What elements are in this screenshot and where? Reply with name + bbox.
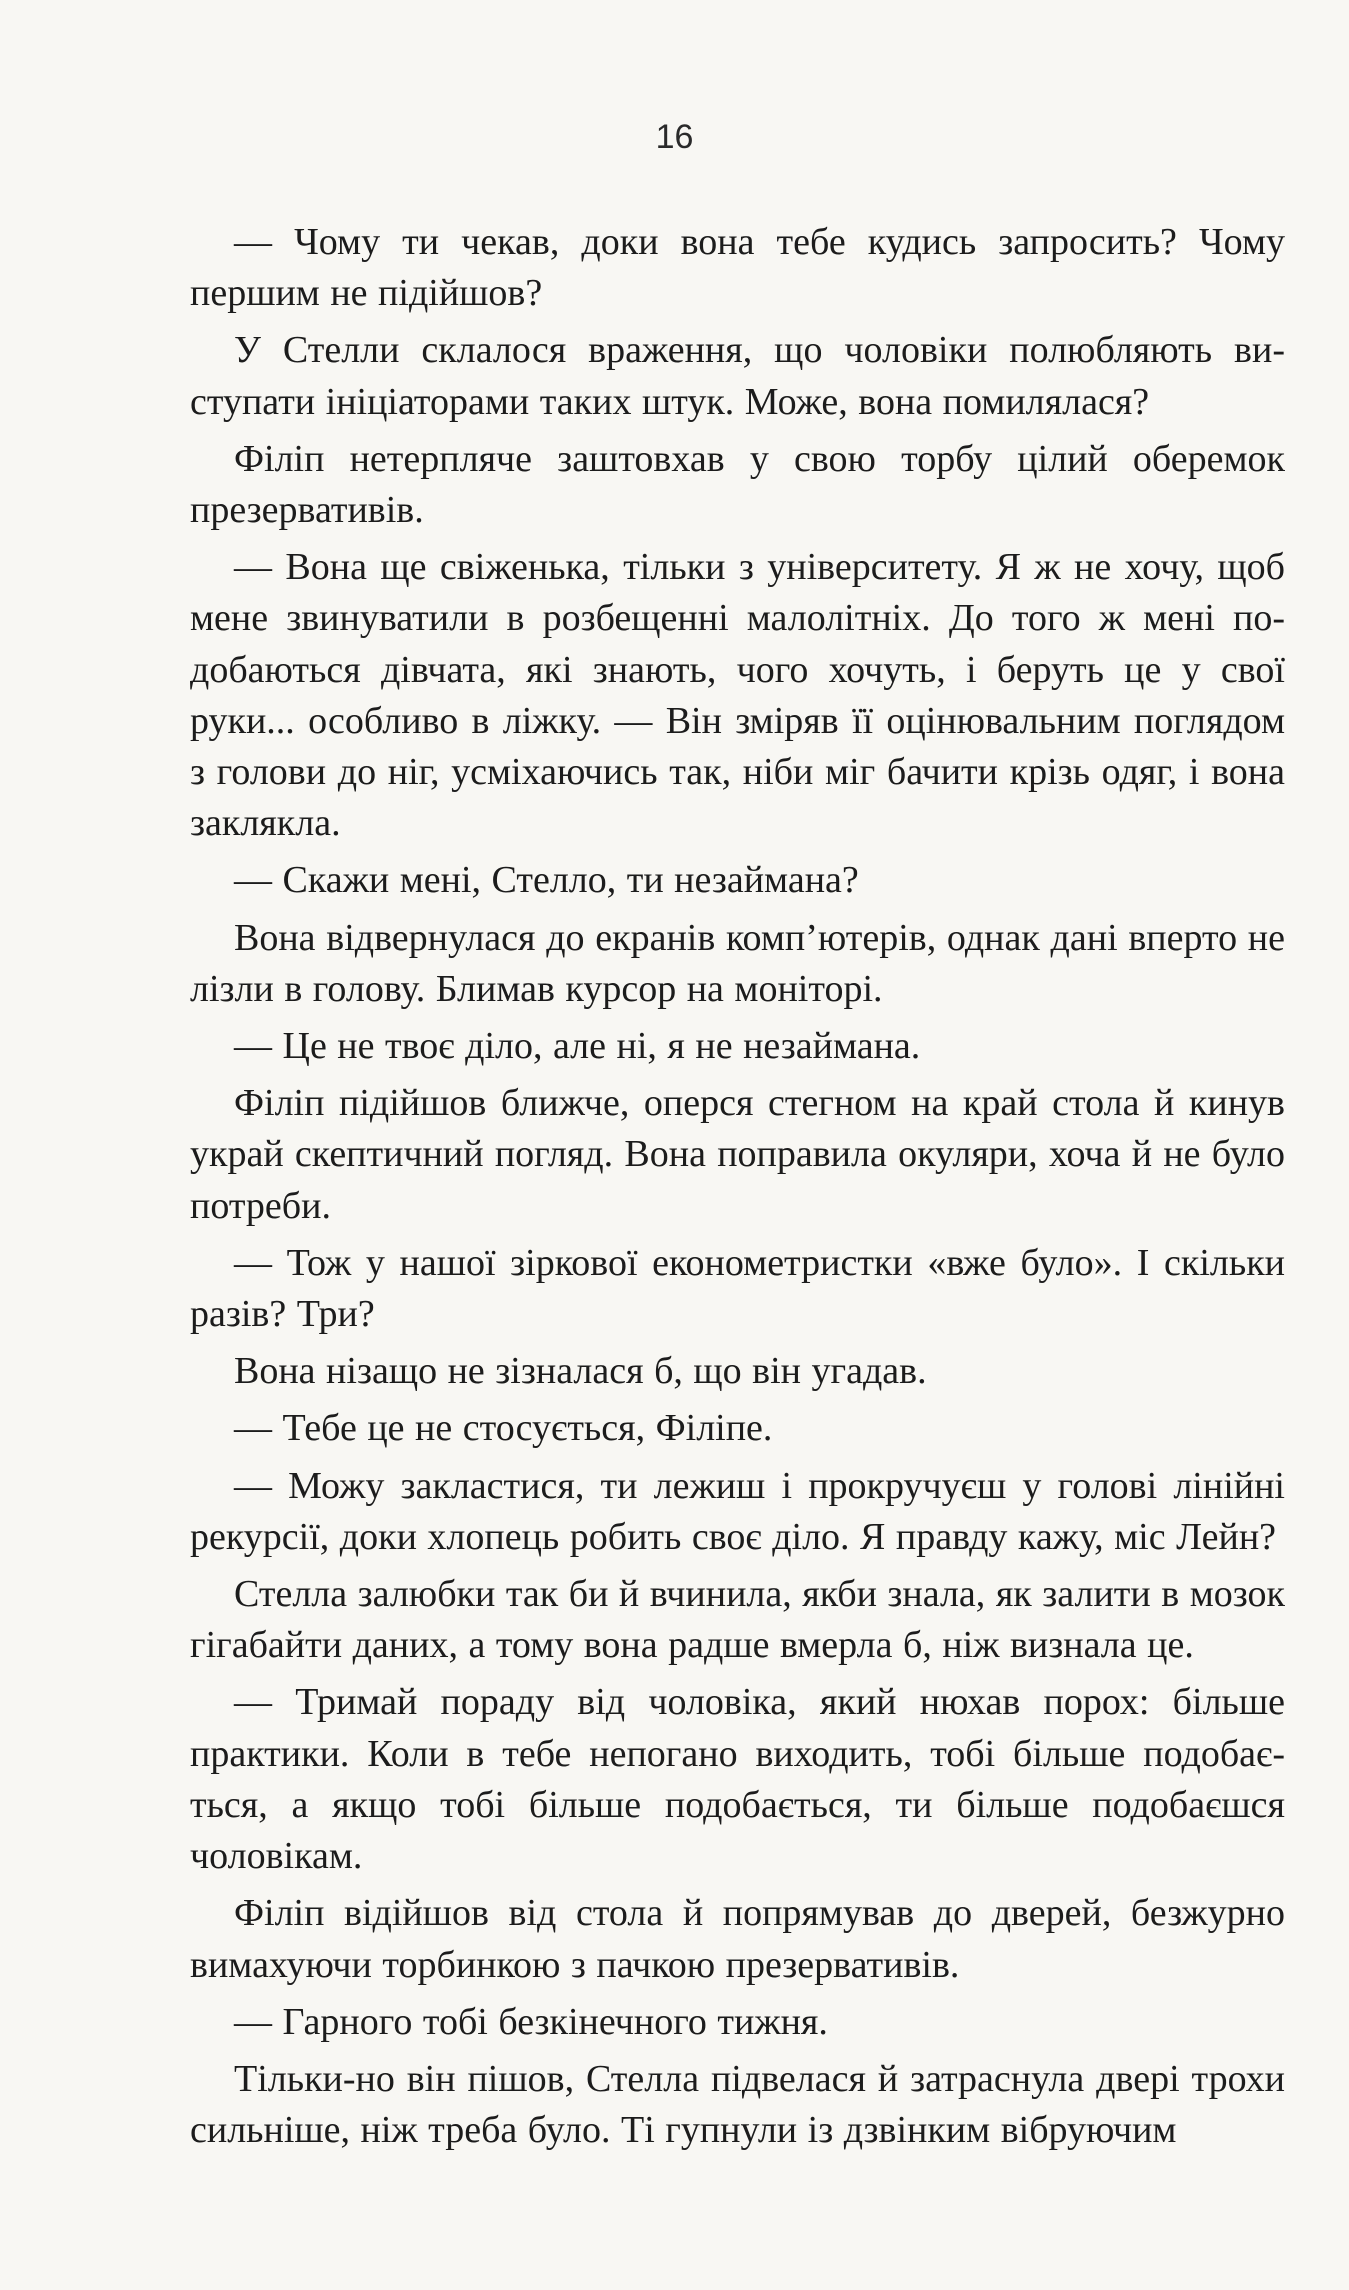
paragraph: — Тож у нашої зіркової економетристки «вже було». І скільки разів? Три? [190, 1241, 1285, 1336]
paragraph: Стелла залюбки так би й вчинила, якби знала, як залити в мозок гігабайти даних, а тому вона радше вмерла б, ніж визнала це. [190, 1573, 1285, 1667]
paragraph: — Гарного тобі безкінечного тижня. [234, 2000, 828, 2043]
paragraph: — Можу закластися, ти лежиш і прокручуєш у голові лінійні рекурсії, доки хлопець робить своє діло. Я правду кажу, міс Лейн? [190, 1464, 1285, 1558]
paragraph: Вона відвернулася до екранів комп’ютерів, однак дані вперто не лізли в голову. Блимав курсор на моніторі. [190, 916, 1285, 1010]
paragraph: Філіп підійшов ближче, оперся стегном на край стола й кинув украй скептичний погляд. Вона поправила окуляри, хоча й не було потреби. [190, 1082, 1285, 1227]
paragraph: — Вона ще свіженька, тільки з університету. Я ж не хочу, щоб мене звинуватили в розбещенні малолітніх. До того ж мені подобаються дівчата, які знають, чого хочуть, і беруть це у свої руки... особливо в ліжку. — Він зміряв її оцінювальним поглядом з голови до ніг, усміхаючись так, ніби міг бачити крізь одяг, і вона заклякла. [190, 546, 1285, 845]
paragraph: — Тебе це не стосується, Філіпе. [234, 1407, 773, 1450]
paragraph: — Скажи мені, Стелло, ти незаймана? [234, 859, 859, 902]
page-number: 16 [655, 118, 694, 156]
paragraph: Філіп нетерпляче заштовхав у свою торбу цілий оберемок презервативів. [190, 437, 1285, 532]
paragraph: Вона нізащо не зізналася б, що він угадав. [234, 1350, 927, 1393]
page-text [190, 217, 1285, 2156]
paragraph: — Чому ти чекав, доки вона тебе кудись запросить? Чому першим не підійшов? [190, 221, 1285, 315]
paragraph: Тільки-но він пішов, Стелла підвелася й затраснула двері трохи сильніше, ніж треба було. Ті гупнули із дзвінким вібруючим [190, 2057, 1285, 2152]
paragraph: Філіп відійшов від стола й попрямував до дверей, безжурно вимахуючи торбинкою з пачкою презервативів. [190, 1892, 1285, 1986]
paragraph: У Стелли склалося враження, що чоловіки полюбляють виступати ініціаторами таких штук. Може, вона помилялася? [190, 329, 1285, 423]
paragraph: — Це не твоє діло, але ні, я не незаймана. [234, 1025, 921, 1068]
paragraph: — Тримай пораду від чоловіка, який нюхав порох: більше практики. Коли в тебе непогано виходить, тобі більше подобається, а якщо тобі більше подобається, ти більше подобаєшся чоловікам. [190, 1681, 1285, 1878]
